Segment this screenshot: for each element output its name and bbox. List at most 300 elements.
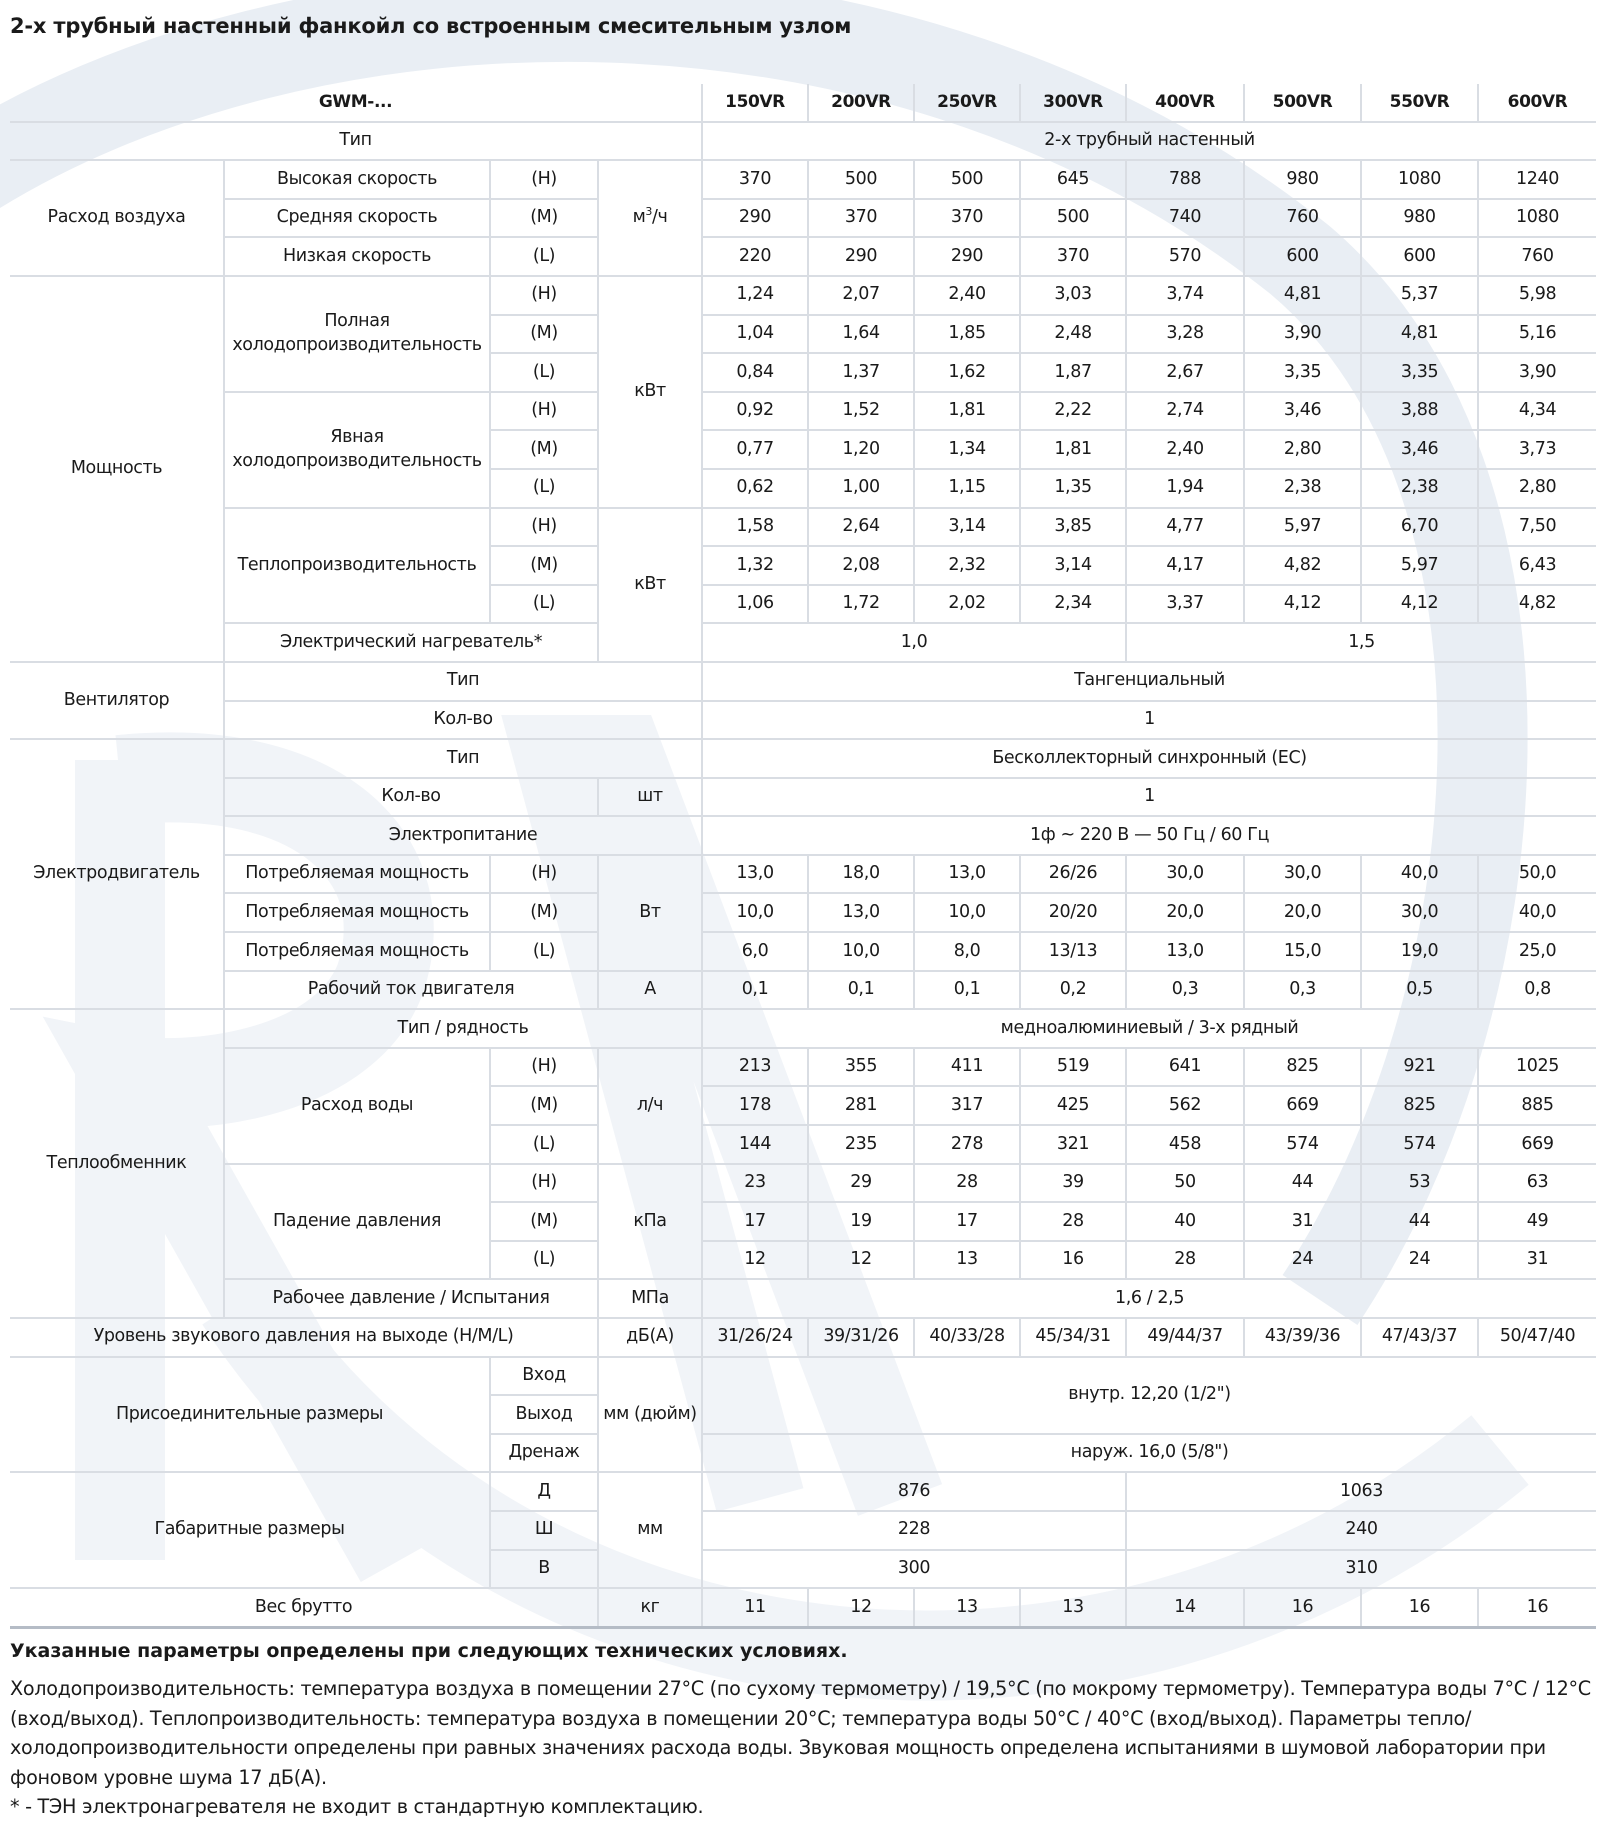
noise-value: 45/34/31 (1020, 1318, 1126, 1357)
power-value: 1,58 (702, 508, 808, 547)
airflow-value: 220 (702, 237, 808, 276)
power-value: 4,82 (1478, 585, 1596, 624)
model-header: 150VR (702, 84, 808, 122)
hex-pressure-row (10, 1279, 1596, 1318)
power-value: 3,14 (1020, 546, 1126, 585)
power-value: 3,28 (1126, 315, 1244, 354)
notes-footnote: * - ТЭН электронагревателя не входит в стандартную комплектацию. (10, 1795, 704, 1818)
current-value: 0,1 (808, 971, 914, 1010)
hex-drop-label: Падение давления (224, 1164, 490, 1280)
heater-value: 1,5 (1126, 623, 1596, 662)
speed-code: (H) (490, 392, 598, 431)
hex-value: 19 (808, 1202, 914, 1241)
consumption-value: 13,0 (808, 893, 914, 932)
hex-value: 63 (1478, 1164, 1596, 1203)
power-value: 7,50 (1478, 508, 1596, 547)
hex-water-label: Расход воды (224, 1048, 490, 1164)
hex-value: 411 (914, 1048, 1020, 1087)
type-row (10, 122, 1596, 161)
airflow-value: 645 (1020, 160, 1126, 199)
consumption-label: Потребляемая мощность (224, 932, 490, 971)
dimensions-label: Габаритные размеры (10, 1472, 490, 1588)
motor-row (10, 816, 1596, 855)
consumption-label: Потребляемая мощность (224, 893, 490, 932)
airflow-unit (598, 160, 702, 276)
consumption-value: 26/26 (1020, 855, 1126, 894)
motor-current-row (10, 971, 1596, 1010)
consumption-value: 8,0 (914, 932, 1020, 971)
current-value: 0,8 (1478, 971, 1596, 1010)
connections-io-value: внутр. 12,20 (1/2") (702, 1357, 1596, 1434)
power-value: 0,77 (702, 430, 808, 469)
power-value: 2,67 (1126, 353, 1244, 392)
hex-value: 235 (808, 1125, 914, 1164)
hex-group-label: Теплообменник (10, 1009, 224, 1318)
hex-value: 317 (914, 1086, 1020, 1125)
model-header: 600VR (1478, 84, 1596, 122)
hex-value: 144 (702, 1125, 808, 1164)
power-value: 3,90 (1478, 353, 1596, 392)
dimension-code: В (490, 1550, 598, 1589)
airflow-value: 600 (1244, 237, 1361, 276)
speed-code: (M) (490, 199, 598, 238)
power-value: 5,97 (1361, 546, 1478, 585)
speed-code: (H) (490, 1048, 598, 1087)
consumption-value: 13,0 (702, 855, 808, 894)
unit-sup: 3 (645, 205, 652, 219)
power-subgroup-label: Явная холодопроизводительность (224, 392, 490, 508)
power-subgroup-label: Теплопроизводительность (224, 508, 490, 624)
noise-label: Уровень звукового давления на выходе (H/M/L) (10, 1318, 598, 1357)
motor-qty-value: 1 (702, 778, 1596, 817)
airflow-speed-label: Высокая скорость (224, 160, 490, 199)
power-value: 2,07 (808, 276, 914, 315)
power-value: 2,22 (1020, 392, 1126, 431)
speed-code: (M) (490, 546, 598, 585)
heater-row (10, 623, 1596, 662)
noise-unit: дБ(А) (598, 1318, 702, 1357)
consumption-value: 40,0 (1478, 893, 1596, 932)
airflow-value: 370 (808, 199, 914, 238)
power-value: 3,03 (1020, 276, 1126, 315)
weight-value: 12 (808, 1588, 914, 1627)
hex-value: 44 (1244, 1164, 1361, 1203)
hex-value: 825 (1361, 1086, 1478, 1125)
consumption-value: 10,0 (914, 893, 1020, 932)
speed-code: (H) (490, 1164, 598, 1203)
noise-value: 31/26/24 (702, 1318, 808, 1357)
hex-value: 12 (702, 1241, 808, 1280)
hex-value: 669 (1478, 1125, 1596, 1164)
power-value: 1,24 (702, 276, 808, 315)
power-value: 2,08 (808, 546, 914, 585)
weight-value: 11 (702, 1588, 808, 1627)
model-header: 550VR (1361, 84, 1478, 122)
consumption-value: 20/20 (1020, 893, 1126, 932)
power-value: 3,73 (1478, 430, 1596, 469)
weight-value: 16 (1478, 1588, 1596, 1627)
noise-value: 50/47/40 (1478, 1318, 1596, 1357)
airflow-value: 980 (1361, 199, 1478, 238)
motor-supply-value: 1ф ~ 220 В — 50 Гц / 60 Гц (702, 816, 1596, 855)
weight-label: Вес брутто (10, 1588, 598, 1627)
hex-value: 40 (1126, 1202, 1244, 1241)
notes-body: Холодопроизводительность: температура воздуха в помещении 27°С (по сухому термометру) / 19,5°С (по мокрому термометру). Температура воды 7°С / 12°С (вход/выход). Теплопроизводительность: температура воздуха в помещении 20°С; температура воды 50°С / 40°С (вход/выход). Параметры тепло/холодопроизводительности определены при равных значениях расхода воды. Звуковая мощность определена испытаниями в шумовой лаборатории при фоновом уровне шума 17 дБ(А). (10, 1677, 1591, 1789)
airflow-value: 370 (914, 199, 1020, 238)
weight-value: 16 (1244, 1588, 1361, 1627)
hex-value: 31 (1478, 1241, 1596, 1280)
speed-code: (L) (490, 932, 598, 971)
power-value: 1,94 (1126, 469, 1244, 508)
airflow-value: 370 (702, 160, 808, 199)
hex-drop-unit: кПа (598, 1164, 702, 1280)
power-row (10, 392, 1596, 431)
fan-group-label: Вентилятор (10, 662, 224, 739)
power-value: 2,32 (914, 546, 1020, 585)
power-value: 4,12 (1244, 585, 1361, 624)
noise-value: 39/31/26 (808, 1318, 914, 1357)
power-value: 0,62 (702, 469, 808, 508)
weight-value: 14 (1126, 1588, 1244, 1627)
type-label: Тип (10, 122, 702, 161)
type-value: 2-х трубный настенный (702, 122, 1596, 161)
power-value: 1,81 (1020, 430, 1126, 469)
hex-value: 825 (1244, 1048, 1361, 1087)
motor-type-label: Тип (224, 739, 702, 778)
hex-value: 425 (1020, 1086, 1126, 1125)
hex-value: 574 (1244, 1125, 1361, 1164)
spec-table (10, 84, 1596, 1629)
speed-code: (M) (490, 893, 598, 932)
fan-row (10, 662, 1596, 701)
power-value: 4,12 (1361, 585, 1478, 624)
current-value: 0,1 (702, 971, 808, 1010)
power-value: 3,85 (1020, 508, 1126, 547)
hex-value: 50 (1126, 1164, 1244, 1203)
airflow-value: 980 (1244, 160, 1361, 199)
consumption-value: 30,0 (1244, 855, 1361, 894)
pressure-unit: МПа (598, 1279, 702, 1318)
unit-main: м (632, 207, 646, 228)
current-label: Рабочий ток двигателя (224, 971, 598, 1010)
hex-value: 16 (1020, 1241, 1126, 1280)
current-value: 0,1 (914, 971, 1020, 1010)
speed-code: (H) (490, 508, 598, 547)
power-value: 1,81 (914, 392, 1020, 431)
power-row (10, 276, 1596, 315)
model-header: 400VR (1126, 84, 1244, 122)
power-value: 3,46 (1361, 430, 1478, 469)
notes-title: Указанные параметры определены при следующих технических условиях. (10, 1640, 848, 1662)
power-value: 1,35 (1020, 469, 1126, 508)
weight-value: 16 (1361, 1588, 1478, 1627)
consumption-value: 13/13 (1020, 932, 1126, 971)
weight-value: 13 (1020, 1588, 1126, 1627)
power-value: 1,37 (808, 353, 914, 392)
noise-value: 43/39/36 (1244, 1318, 1361, 1357)
airflow-row (10, 237, 1596, 276)
hex-water-unit: л/ч (598, 1048, 702, 1164)
airflow-value: 600 (1361, 237, 1478, 276)
consumption-value: 10,0 (702, 893, 808, 932)
heater-label: Электрический нагреватель* (224, 623, 598, 662)
hex-type-label: Тип / рядность (224, 1009, 702, 1048)
speed-code: (L) (490, 237, 598, 276)
hex-value: 458 (1126, 1125, 1244, 1164)
page-title: 2-х трубный настенный фанкойл со встроенным смесительным узлом (10, 14, 852, 38)
speed-code: (M) (490, 1086, 598, 1125)
header-row (10, 84, 1596, 122)
noise-row (10, 1318, 1596, 1357)
airflow-speed-label: Низкая скорость (224, 237, 490, 276)
hex-value: 921 (1361, 1048, 1478, 1087)
hex-value: 278 (914, 1125, 1020, 1164)
power-value: 3,74 (1126, 276, 1244, 315)
hex-value: 39 (1020, 1164, 1126, 1203)
power-value: 3,37 (1126, 585, 1244, 624)
weight-value: 13 (914, 1588, 1020, 1627)
power-value: 0,92 (702, 392, 808, 431)
power-value: 5,37 (1361, 276, 1478, 315)
power-value: 3,35 (1244, 353, 1361, 392)
power-value: 1,62 (914, 353, 1020, 392)
noise-value: 40/33/28 (914, 1318, 1020, 1357)
airflow-value: 1080 (1361, 160, 1478, 199)
connections-row (10, 1357, 1596, 1396)
power-value: 2,02 (914, 585, 1020, 624)
power-value: 1,32 (702, 546, 808, 585)
model-header: 250VR (914, 84, 1020, 122)
model-label-header: GWM-... (10, 84, 702, 122)
motor-qty-label: Кол-во (224, 778, 598, 817)
power-value: 1,52 (808, 392, 914, 431)
hex-value: 669 (1244, 1086, 1361, 1125)
hex-value: 574 (1361, 1125, 1478, 1164)
power-value: 1,72 (808, 585, 914, 624)
power-value: 1,87 (1020, 353, 1126, 392)
power-value: 2,80 (1244, 430, 1361, 469)
hex-value: 29 (808, 1164, 914, 1203)
power-value: 2,40 (914, 276, 1020, 315)
power-value: 4,77 (1126, 508, 1244, 547)
power-value: 4,34 (1478, 392, 1596, 431)
hex-value: 885 (1478, 1086, 1596, 1125)
model-header: 300VR (1020, 84, 1126, 122)
power-subgroup-label: Полная холодопроизводительность (224, 276, 490, 392)
airflow-value: 570 (1126, 237, 1244, 276)
power-value: 6,43 (1478, 546, 1596, 585)
consumption-value: 13,0 (1126, 932, 1244, 971)
hex-value: 28 (1020, 1202, 1126, 1241)
dimension-value: 310 (1126, 1550, 1596, 1589)
airflow-row (10, 160, 1596, 199)
power-value: 4,82 (1244, 546, 1361, 585)
power-value: 2,38 (1361, 469, 1478, 508)
power-value: 1,06 (702, 585, 808, 624)
motor-consumption-row (10, 893, 1596, 932)
hex-drop-row (10, 1164, 1596, 1203)
hex-value: 281 (808, 1086, 914, 1125)
power-value: 2,34 (1020, 585, 1126, 624)
consumption-value: 19,0 (1361, 932, 1478, 971)
consumption-value: 25,0 (1478, 932, 1596, 971)
current-value: 0,3 (1244, 971, 1361, 1010)
power-value: 4,81 (1244, 276, 1361, 315)
motor-consumption-row (10, 932, 1596, 971)
power-value: 3,14 (914, 508, 1020, 547)
fan-qty-value: 1 (702, 701, 1596, 740)
hex-value: 31 (1244, 1202, 1361, 1241)
cooling-unit: кВт (598, 276, 702, 508)
power-group-label: Мощность (10, 276, 224, 662)
hex-value: 44 (1361, 1202, 1478, 1241)
speed-code: (M) (490, 315, 598, 354)
power-value: 1,34 (914, 430, 1020, 469)
airflow-value: 1080 (1478, 199, 1596, 238)
airflow-value: 740 (1126, 199, 1244, 238)
motor-supply-label: Электропитание (224, 816, 702, 855)
hex-value: 49 (1478, 1202, 1596, 1241)
hex-value: 321 (1020, 1125, 1126, 1164)
speed-code: (H) (490, 160, 598, 199)
speed-code: (M) (490, 1202, 598, 1241)
drain-label: Дренаж (490, 1434, 598, 1473)
airflow-row (10, 199, 1596, 238)
airflow-group-label: Расход воздуха (10, 160, 224, 276)
hex-value: 641 (1126, 1048, 1244, 1087)
outlet-label: Выход (490, 1395, 598, 1434)
unit-tail: /ч (652, 207, 668, 228)
hex-value: 519 (1020, 1048, 1126, 1087)
motor-group-label: Электродвигатель (10, 739, 224, 1009)
power-value: 1,20 (808, 430, 914, 469)
power-value: 1,64 (808, 315, 914, 354)
consumption-value: 30,0 (1361, 893, 1478, 932)
power-value: 5,97 (1244, 508, 1361, 547)
hex-value: 562 (1126, 1086, 1244, 1125)
hex-value: 213 (702, 1048, 808, 1087)
connections-label: Присоединительные размеры (10, 1357, 490, 1473)
airflow-value: 500 (914, 160, 1020, 199)
fan-type-label: Тип (224, 662, 702, 701)
power-value: 6,70 (1361, 508, 1478, 547)
airflow-value: 290 (808, 237, 914, 276)
model-header: 200VR (808, 84, 914, 122)
power-value: 3,90 (1244, 315, 1361, 354)
power-value: 4,17 (1126, 546, 1244, 585)
noise-value: 49/44/37 (1126, 1318, 1244, 1357)
hex-value: 28 (1126, 1241, 1244, 1280)
motor-row (10, 778, 1596, 817)
power-value: 2,40 (1126, 430, 1244, 469)
consumption-value: 40,0 (1361, 855, 1478, 894)
airflow-value: 370 (1020, 237, 1126, 276)
consumption-value: 10,0 (808, 932, 914, 971)
weight-row (10, 1588, 1596, 1627)
airflow-value: 500 (1020, 199, 1126, 238)
hex-value: 24 (1361, 1241, 1478, 1280)
hex-value: 12 (808, 1241, 914, 1280)
notes-section (10, 1640, 1596, 1822)
power-value: 2,64 (808, 508, 914, 547)
heating-unit: кВт (598, 508, 702, 662)
power-value: 3,35 (1361, 353, 1478, 392)
hex-value: 24 (1244, 1241, 1361, 1280)
airflow-value: 1240 (1478, 160, 1596, 199)
consumption-value: 18,0 (808, 855, 914, 894)
consumption-label: Потребляемая мощность (224, 855, 490, 894)
hex-value: 13 (914, 1241, 1020, 1280)
speed-code: (H) (490, 276, 598, 315)
speed-code: (H) (490, 855, 598, 894)
power-value: 2,38 (1244, 469, 1361, 508)
speed-code: (L) (490, 1125, 598, 1164)
fan-qty-label: Кол-во (224, 701, 702, 740)
hex-value: 28 (914, 1164, 1020, 1203)
dimension-code: Ш (490, 1511, 598, 1550)
speed-code: (L) (490, 469, 598, 508)
motor-qty-unit: шт (598, 778, 702, 817)
dimension-value: 1063 (1126, 1472, 1596, 1511)
hex-value: 1025 (1478, 1048, 1596, 1087)
hex-value: 53 (1361, 1164, 1478, 1203)
noise-value: 47/43/37 (1361, 1318, 1478, 1357)
hex-value: 23 (702, 1164, 808, 1203)
airflow-value: 760 (1244, 199, 1361, 238)
speed-code: (L) (490, 353, 598, 392)
hex-type-value: медноалюминиевый / 3-х рядный (702, 1009, 1596, 1048)
power-value: 2,80 (1478, 469, 1596, 508)
power-value: 3,46 (1244, 392, 1361, 431)
hex-row (10, 1009, 1596, 1048)
motor-type-value: Бесколлекторный синхронный (ЕС) (702, 739, 1596, 778)
fan-type-value: Тангенциальный (702, 662, 1596, 701)
hex-value: 17 (914, 1202, 1020, 1241)
inlet-label: Вход (490, 1357, 598, 1396)
current-unit: А (598, 971, 702, 1010)
consumption-value: 30,0 (1126, 855, 1244, 894)
drain-value: наруж. 16,0 (5/8") (702, 1434, 1596, 1473)
pressure-label: Рабочее давление / Испытания (224, 1279, 598, 1318)
current-value: 0,2 (1020, 971, 1126, 1010)
consumption-value: 6,0 (702, 932, 808, 971)
connections-unit: мм (дюйм) (598, 1357, 702, 1473)
power-value: 1,85 (914, 315, 1020, 354)
pressure-value: 1,6 / 2,5 (702, 1279, 1596, 1318)
consumption-value: 20,0 (1126, 893, 1244, 932)
consumption-value: 13,0 (914, 855, 1020, 894)
power-value: 1,04 (702, 315, 808, 354)
airflow-value: 290 (914, 237, 1020, 276)
airflow-value: 760 (1478, 237, 1596, 276)
airflow-value: 500 (808, 160, 914, 199)
hex-value: 17 (702, 1202, 808, 1241)
dimensions-row (10, 1472, 1596, 1511)
speed-code: (M) (490, 430, 598, 469)
motor-consumption-row (10, 855, 1596, 894)
dimension-value: 300 (702, 1550, 1126, 1589)
current-value: 0,3 (1126, 971, 1244, 1010)
airflow-speed-label: Средняя скорость (224, 199, 490, 238)
power-value: 0,84 (702, 353, 808, 392)
power-value: 3,88 (1361, 392, 1478, 431)
heater-value: 1,0 (702, 623, 1126, 662)
power-value: 1,00 (808, 469, 914, 508)
speed-code: (L) (490, 1241, 598, 1280)
dimension-code: Д (490, 1472, 598, 1511)
power-value: 1,15 (914, 469, 1020, 508)
dimension-value: 228 (702, 1511, 1126, 1550)
